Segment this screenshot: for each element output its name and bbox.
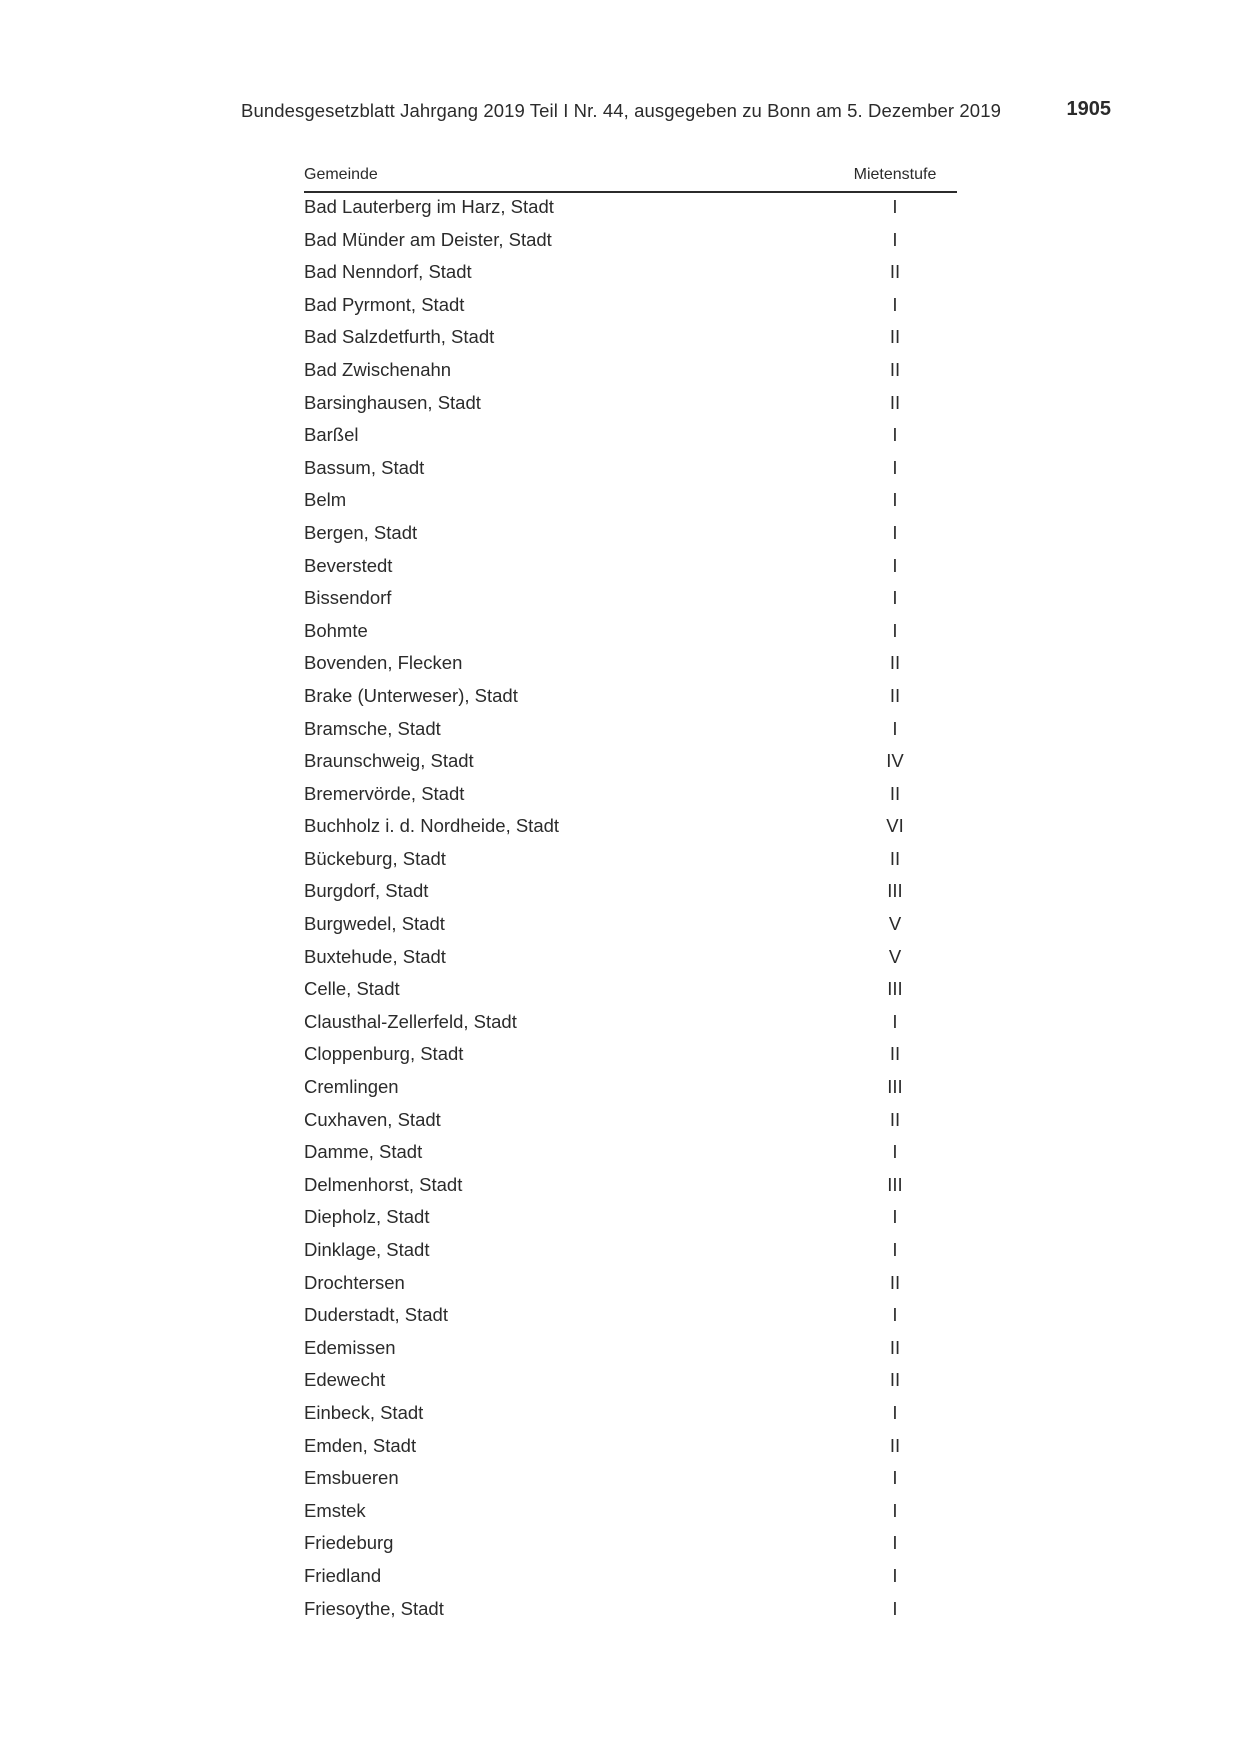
- table-row: [304, 617, 957, 650]
- rent-level: II: [889, 782, 901, 804]
- table-row: [304, 1171, 957, 1204]
- rent-level: II: [889, 1434, 901, 1456]
- table-row: [304, 454, 957, 487]
- municipality-name: Buchholz i. d. Nordheide, Stadt: [304, 815, 560, 837]
- table-row: [304, 1203, 957, 1236]
- table-row: [304, 1334, 957, 1367]
- municipality-name: Bad Pyrmont, Stadt: [304, 293, 465, 315]
- municipality-name: Emden, Stadt: [304, 1434, 417, 1456]
- municipality-name: Belm: [304, 489, 347, 511]
- municipality-name: Bovenden, Flecken: [304, 652, 463, 674]
- rent-level: I: [892, 424, 898, 446]
- rent-level: II: [889, 652, 901, 674]
- table-row: [304, 258, 957, 291]
- table-row: [304, 1366, 957, 1399]
- table-row: [304, 1073, 957, 1106]
- municipality-name: Einbeck, Stadt: [304, 1401, 424, 1423]
- rent-level: I: [892, 619, 898, 641]
- municipality-name: Cuxhaven, Stadt: [304, 1108, 441, 1130]
- municipality-name: Bremervörde, Stadt: [304, 782, 465, 804]
- municipality-name: Barsinghausen, Stadt: [304, 391, 481, 413]
- table-row: [304, 1529, 957, 1562]
- rent-level: I: [892, 1564, 898, 1586]
- rent-level: I: [892, 1239, 898, 1260]
- municipality-table: [304, 164, 957, 1627]
- rent-level: III: [887, 880, 903, 902]
- table-row: [304, 1008, 957, 1041]
- table-row: [304, 1497, 957, 1530]
- table-row: [304, 323, 957, 356]
- municipality-name: Bissendorf: [304, 587, 392, 609]
- table-row: [304, 226, 957, 259]
- rent-level: III: [887, 1173, 903, 1195]
- rent-level: I: [892, 196, 898, 217]
- column-header-mietenstufe: Mietenstufe: [853, 166, 937, 183]
- municipality-name: Bad Salzdetfurth, Stadt: [304, 326, 495, 348]
- rent-level: III: [887, 1076, 903, 1098]
- table-row: [304, 1301, 957, 1334]
- table-row: [304, 1236, 957, 1269]
- municipality-name: Edemissen: [304, 1336, 396, 1358]
- rent-level: I: [892, 1206, 898, 1228]
- rent-level: II: [889, 1369, 901, 1391]
- rent-level: II: [889, 261, 901, 283]
- table-row: [304, 486, 957, 519]
- rent-level: I: [892, 1597, 898, 1619]
- municipality-name: Braunschweig, Stadt: [304, 750, 474, 772]
- rent-level: I: [892, 717, 898, 739]
- rent-level: II: [889, 1271, 901, 1293]
- municipality-name: Burgdorf, Stadt: [304, 880, 429, 902]
- table-row: [304, 1595, 957, 1628]
- table-row: [304, 780, 957, 813]
- table-row: [304, 910, 957, 943]
- rent-level: II: [889, 1043, 901, 1065]
- table-row: [304, 193, 957, 226]
- municipality-name: Bergen, Stadt: [304, 521, 418, 543]
- municipality-name: Diepholz, Stadt: [304, 1206, 430, 1228]
- rent-level: II: [889, 1108, 901, 1130]
- rent-level: I: [892, 1010, 898, 1032]
- municipality-name: Burgwedel, Stadt: [304, 913, 445, 935]
- municipality-name: Drochtersen: [304, 1271, 405, 1293]
- municipality-name: Bramsche, Stadt: [304, 717, 441, 739]
- table-row: [304, 715, 957, 748]
- rent-level: II: [889, 1336, 901, 1358]
- municipality-name: Duderstadt, Stadt: [304, 1304, 448, 1326]
- table-row: [304, 943, 957, 976]
- rent-level: IV: [886, 750, 904, 772]
- table-row: [304, 975, 957, 1008]
- municipality-name: Damme, Stadt: [304, 1141, 423, 1163]
- column-header-gemeinde: Gemeinde: [304, 166, 378, 183]
- rent-level: I: [892, 1467, 898, 1489]
- municipality-name: Bückeburg, Stadt: [304, 847, 446, 869]
- table-row: [304, 747, 957, 780]
- table-row: [304, 1138, 957, 1171]
- rent-level: I: [892, 1532, 898, 1554]
- rent-level: I: [892, 1401, 898, 1423]
- municipality-name: Emsbueren: [304, 1467, 399, 1489]
- rent-level: I: [892, 456, 898, 478]
- rent-level: II: [889, 326, 901, 348]
- municipality-name: Brake (Unterweser), Stadt: [304, 684, 518, 706]
- rent-level: V: [888, 945, 902, 967]
- table-row: [304, 1106, 957, 1139]
- municipality-name: Bohmte: [304, 619, 368, 641]
- table-row: [304, 682, 957, 715]
- municipality-name: Beverstedt: [304, 554, 393, 576]
- table-row: [304, 1464, 957, 1497]
- table-row: [304, 845, 957, 878]
- municipality-name: Cremlingen: [304, 1076, 399, 1098]
- table-body: [304, 193, 957, 1627]
- table-row: [304, 649, 957, 682]
- municipality-name: Barßel: [304, 424, 359, 446]
- table-row: [304, 519, 957, 552]
- municipality-name: Buxtehude, Stadt: [304, 945, 446, 967]
- table-row: [304, 1562, 957, 1595]
- table-header-row: [304, 164, 957, 193]
- table-row: [304, 552, 957, 585]
- table-row: [304, 421, 957, 454]
- table-row: [304, 291, 957, 324]
- rent-level: I: [892, 1141, 898, 1163]
- municipality-name: Bad Münder am Deister, Stadt: [304, 228, 552, 250]
- municipality-name: Friedland: [304, 1564, 382, 1586]
- rent-level: V: [888, 913, 902, 935]
- page-number: 1905: [1066, 98, 1111, 120]
- municipality-name: Delmenhorst, Stadt: [304, 1173, 463, 1195]
- table-row: [304, 812, 957, 845]
- rent-level: I: [892, 1499, 898, 1521]
- table-row: [304, 877, 957, 910]
- rent-level: I: [892, 489, 898, 511]
- municipality-name: Friedeburg: [304, 1532, 394, 1554]
- rent-level: I: [892, 554, 898, 576]
- municipality-name: Bassum, Stadt: [304, 456, 425, 478]
- municipality-name: Edewecht: [304, 1369, 386, 1391]
- header-title: Bundesgesetzblatt Jahrgang 2019 Teil I Nr. 44, ausgegeben zu Bonn am 5. Dezember 2019: [241, 100, 1001, 121]
- rent-level: III: [887, 978, 903, 1000]
- rent-level: II: [889, 391, 901, 413]
- rent-level: VI: [886, 815, 904, 837]
- table-row: [304, 1040, 957, 1073]
- municipality-name: Bad Nenndorf, Stadt: [304, 261, 472, 283]
- rent-level: I: [892, 228, 898, 250]
- rent-level: I: [892, 521, 898, 543]
- table-row: [304, 356, 957, 389]
- table-row: [304, 1269, 957, 1302]
- table-row: [304, 1432, 957, 1465]
- municipality-name: Celle, Stadt: [304, 978, 400, 1000]
- rent-level: I: [892, 587, 898, 609]
- municipality-name: Emstek: [304, 1499, 366, 1521]
- municipality-name: Friesoythe, Stadt: [304, 1597, 444, 1619]
- rent-level: II: [889, 684, 901, 706]
- municipality-name: Dinklage, Stadt: [304, 1239, 430, 1260]
- municipality-name: Bad Zwischenahn: [304, 358, 452, 380]
- municipality-name: Clausthal-Zellerfeld, Stadt: [304, 1010, 517, 1032]
- municipality-name: Cloppenburg, Stadt: [304, 1043, 464, 1065]
- rent-level: II: [889, 847, 901, 869]
- rent-level: II: [889, 358, 901, 380]
- table-row: [304, 389, 957, 422]
- rent-level: I: [892, 1304, 898, 1326]
- municipality-name: Bad Lauterberg im Harz, Stadt: [304, 196, 554, 217]
- table-row: [304, 584, 957, 617]
- rent-level: I: [892, 293, 898, 315]
- table-row: [304, 1399, 957, 1432]
- page-header: [241, 98, 1111, 126]
